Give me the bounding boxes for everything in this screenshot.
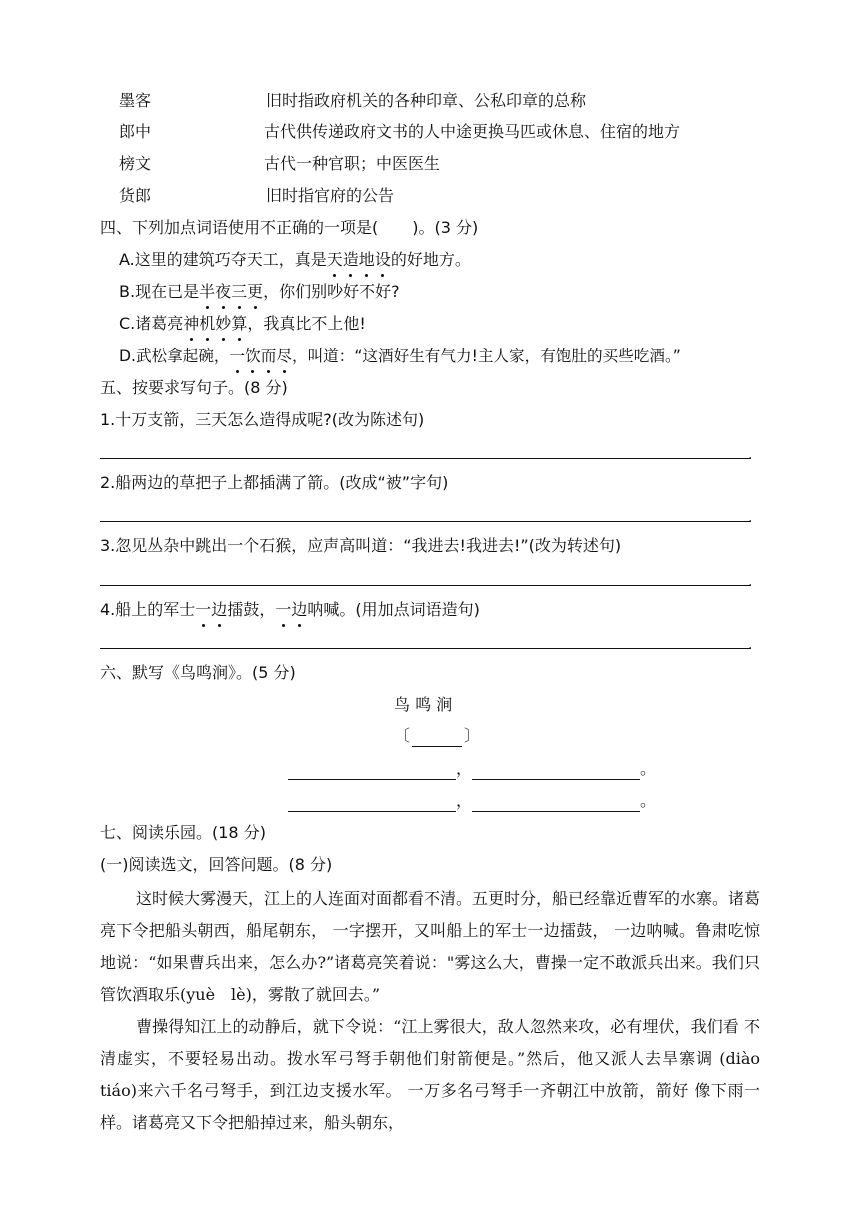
paragraph-1-text: 这时候大雾漫天，江上的人连面对面都看不清。五更时分，船已经靠近曹军的水寨。诸葛亮下令把船头朝西，船尾朝东， 一字摆开，又叫船上的军士一边擂鼓， 一边呐喊。鲁肃吃惊地说：“如果曹兵出来，怎么办?”诸葛亮笑着说："雾这么大，曹操一定不敢派兵出来。我们只管饮酒取乐(yuè lè)，雾散了就回去。”	[100, 889, 761, 1004]
q4-option-c	[119, 313, 366, 335]
emphasis-char: 三	[231, 282, 248, 301]
emphasis-char: 饮	[245, 347, 261, 365]
poem-title: 鸟 鸣 涧	[394, 695, 453, 714]
q5-title: 五、按要求写句子。(8 分)	[100, 378, 288, 397]
q4-b-dotted	[199, 282, 263, 301]
emphasis-char: 天	[326, 250, 343, 269]
q5-line-1-period: .	[748, 447, 753, 463]
poem-stop-2: 。	[640, 791, 657, 810]
q5-s4-p2: 擂鼓，	[227, 600, 276, 619]
q5-s4-dotted-1	[195, 600, 227, 619]
emphasis-char: 一	[275, 600, 292, 619]
q4-d-pre: D.武松拿起碗，	[119, 347, 230, 365]
q4-a-pre: A.这里的建筑巧夺天工，真是	[119, 250, 327, 269]
emphasis-char: 神	[183, 314, 200, 333]
q4-c-post: ，我真比不上他!	[247, 314, 366, 333]
q4-option-b	[119, 281, 400, 303]
q4-option-a	[119, 249, 471, 271]
q4-d-post: ，叫道：“这酒好生有气力!主人家，有饱肚的买些吃酒。”	[291, 347, 681, 365]
reading-paragraph-2	[100, 1011, 777, 1139]
match-right-4: 旧时指官府的公告	[266, 186, 395, 205]
emphasis-char: 边	[291, 600, 308, 619]
poem-line-2	[288, 790, 656, 812]
emphasis-char: 一	[195, 600, 212, 619]
q5-answer-line-3[interactable]	[100, 585, 750, 586]
match-right-2: 古代供传递政府文书的人中途更换马匹或休息、住宿的地方	[264, 122, 681, 141]
poem-blank-1[interactable]	[288, 763, 456, 780]
poem-line-1	[288, 758, 656, 780]
emphasis-char: 边	[211, 600, 228, 619]
q4-d-dotted	[230, 347, 292, 365]
q4-c-dotted	[183, 314, 247, 333]
emphasis-char: 妙	[215, 314, 232, 333]
poem-comma-1: ，	[456, 759, 473, 778]
q4-option-d	[119, 345, 681, 367]
paragraph-2-text: 曹操得知江上的动静后，就下令说：“江上雾很大，敌人忽然来攻，必有埋伏，我们看 不清虚实，不要轻易出动。拨水军弓弩手朝他们射箭便是。”然后，他又派人去旱寨调 (diào tiáo)来六千名弓弩手，到江边支援水军。 一万多名弓弩手一齐朝江中放箭，箭好 像下雨一样。诸葛亮又下令把船掉过来，船头朝东，	[100, 1017, 777, 1132]
q6-title: 六、默写《鸟鸣涧》。(5 分)	[100, 663, 296, 682]
q5-sentence-4	[100, 599, 480, 621]
poem-author-blank[interactable]	[412, 730, 462, 747]
q5-s4-p1: 4.船上的军士	[100, 600, 196, 619]
reading-paragraph-1	[100, 883, 760, 1011]
bracket-open: 〔	[394, 726, 411, 745]
q4-title-pre: 四、下列加点词语使用不正确的一项是(	[100, 218, 379, 237]
q5-s4-dotted-2	[275, 600, 307, 619]
emphasis-char: 算	[231, 314, 248, 333]
q4-a-post: 的好地方。	[390, 250, 471, 269]
q5-line-2-period: .	[748, 510, 753, 526]
q7-subtitle: (一)阅读选文，回答问题。(8 分)	[100, 855, 333, 874]
poem-author-bracket	[394, 725, 480, 747]
q5-line-4-period: .	[748, 637, 753, 653]
q4-b-post: ，你们别吵好不好?	[263, 282, 400, 301]
poem-comma-2: ，	[456, 791, 473, 810]
q5-line-3-period: .	[748, 574, 753, 590]
match-left-3: 榜文	[119, 154, 152, 173]
poem-blank-2[interactable]	[472, 763, 640, 780]
q4-title	[100, 217, 478, 239]
q4-title-post: )。(3 分)	[412, 218, 479, 237]
match-left-4: 货郎	[119, 186, 152, 205]
emphasis-char: 设	[374, 250, 391, 269]
emphasis-char: 地	[358, 250, 375, 269]
bracket-close: 〕	[464, 726, 481, 745]
emphasis-char: 半	[199, 282, 216, 301]
emphasis-char: 夜	[215, 282, 232, 301]
emphasis-char: 造	[342, 250, 359, 269]
q5-sentence-2: 2.船两边的草把子上都插满了箭。(改成“被”字句)	[100, 473, 449, 492]
emphasis-char: 尽	[276, 347, 292, 365]
emphasis-char: 机	[199, 314, 216, 333]
q5-answer-line-4[interactable]	[100, 648, 750, 649]
q5-sentence-3: 3.忽见丛杂中跳出一个石猴，应声高叫道：“我进去!我进去!”(改为转述句)	[100, 536, 622, 555]
q4-b-pre: B.现在已是	[119, 282, 200, 301]
match-right-3: 古代一种官职；中医医生	[264, 154, 441, 173]
q7-title: 七、阅读乐园。(18 分)	[100, 823, 266, 842]
q5-answer-line-1[interactable]	[100, 458, 750, 459]
q5-sentence-1: 1.十万支箭，三天怎么造得成呢?(改为陈述句)	[100, 410, 425, 429]
emphasis-char: 一	[229, 347, 246, 365]
q4-c-pre: C.诸葛亮	[119, 314, 184, 333]
match-right-1: 旧时指政府机关的各种印章、公私印章的总称	[266, 91, 587, 110]
poem-blank-4[interactable]	[472, 795, 640, 812]
poem-blank-3[interactable]	[288, 795, 456, 812]
emphasis-char: 更	[247, 282, 264, 301]
q5-answer-line-2[interactable]	[100, 521, 750, 522]
match-left-2: 郎中	[119, 122, 152, 141]
poem-stop-1: 。	[640, 759, 657, 778]
match-left-1: 墨客	[119, 91, 152, 110]
emphasis-char: 而	[260, 347, 277, 365]
q5-s4-p3: 呐喊。(用加点词语造句)	[307, 600, 480, 619]
q4-a-dotted	[327, 250, 391, 269]
